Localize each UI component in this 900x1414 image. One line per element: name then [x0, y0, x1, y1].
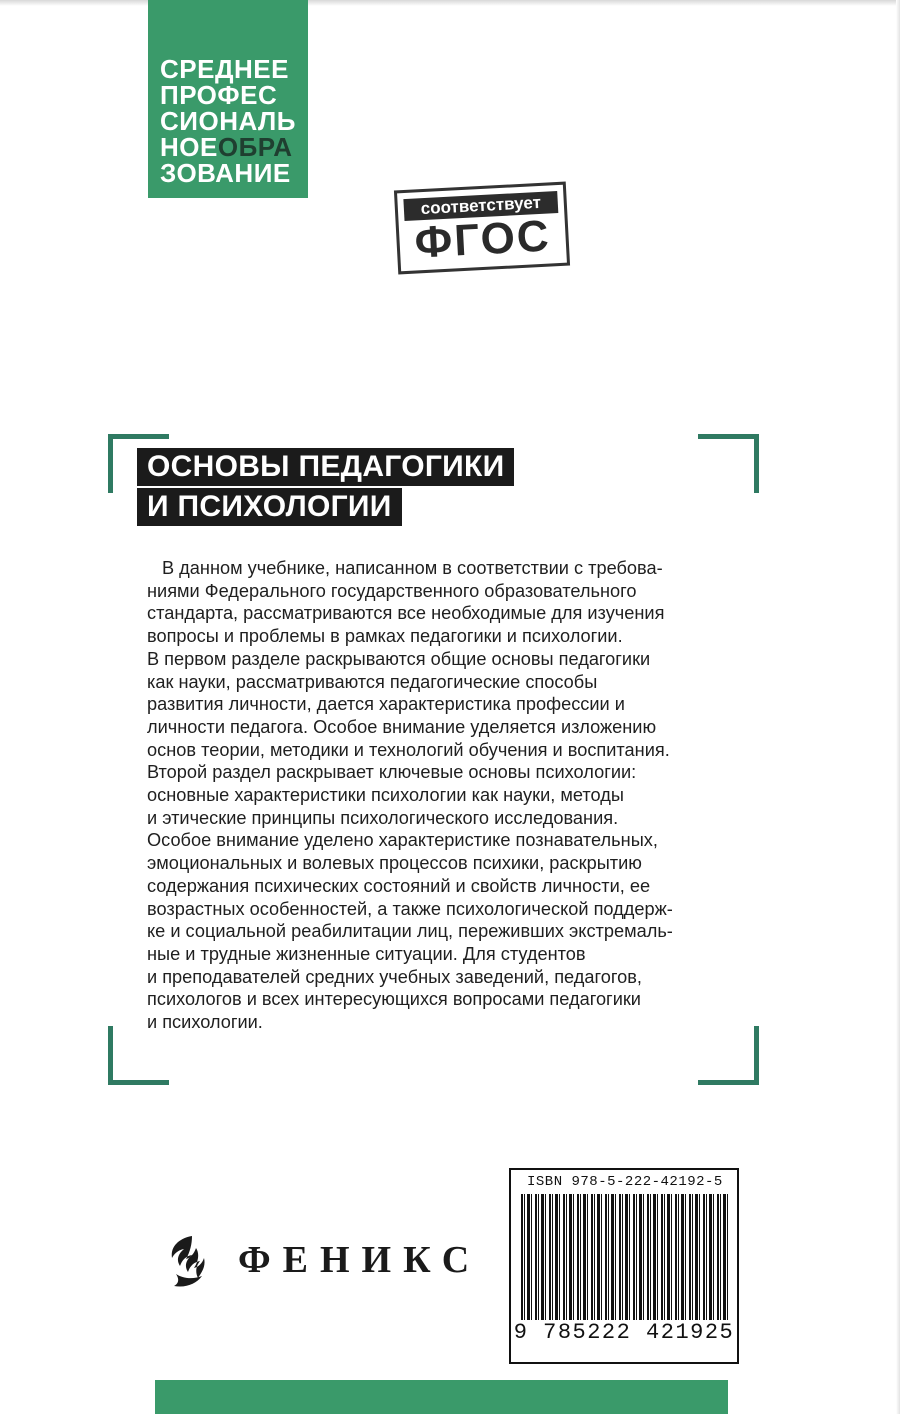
annotation-line: ке и социальной реабилитации лиц, переживших экстремаль- [147, 921, 673, 942]
annotation-line: развития личности, дается характеристика профессии и [147, 694, 625, 715]
frame-corner-bottom-right [698, 1026, 759, 1085]
annotation-line: вопросы и проблемы в рамках педагогики и психологии. [147, 626, 623, 647]
frame-corner-top-right [698, 434, 759, 493]
series-line-1-text: СРЕДНЕЕ [160, 54, 289, 84]
isbn-barcode [509, 1168, 739, 1364]
annotation-line: Второй раздел раскрывает ключевые основы психологии: [147, 762, 637, 783]
annotation-line: основные характеристики психологии как науки, методы [147, 785, 624, 806]
annotation-line: стандарта, рассматриваются все необходимые для изучения [147, 603, 665, 624]
publisher-name: ФЕНИКС [238, 1239, 482, 1281]
annotation-line: и преподавателей средних учебных заведений, педагогов, [147, 966, 642, 987]
stamp-main-text: ФГОС [413, 211, 552, 268]
annotation-line: возрастных особенностей, а также психологической поддерж- [147, 898, 673, 919]
series-line-1 [160, 56, 296, 82]
series-line-5-text: ЗОВАНИЕ [160, 158, 291, 188]
isbn-text: ISBN 978-5-222-42192-5 [527, 1174, 723, 1190]
annotation-line: как науки, рассматриваются педагогические способы [147, 671, 598, 692]
barcode-digits: 9 785222 421925 [513, 1320, 735, 1345]
stamp-top-text: соответствует [403, 191, 558, 221]
annotation-line: В первом разделе раскрываются общие основы педагогики [147, 648, 651, 669]
annotation-line: основ теории, методики и технологий обучения и воспитания. [147, 739, 670, 760]
book-title-line-1: ОСНОВЫ ПЕДАГОГИКИ [137, 448, 514, 486]
series-line-4-text: НОЕ [160, 132, 218, 162]
barcode-bars [521, 1194, 729, 1320]
publisher [152, 1232, 482, 1292]
book-title [137, 448, 514, 528]
series-line-3 [160, 108, 296, 134]
series-line-3-text: СИОНАЛЬ [160, 106, 296, 136]
cover-right-edge [896, 0, 900, 1414]
annotation-line: Особое внимание уделено характеристике познавательных, [147, 830, 658, 851]
frame-corner-bottom-left [108, 1026, 169, 1085]
series-line-4 [160, 134, 296, 160]
annotation-line: содержания психических состояний и свойств личности, ее [147, 875, 651, 896]
annotation-line: эмоциональных и волевых процессов психики, раскрытию [147, 853, 642, 874]
annotation-line: психологов и всех интересующихся вопросами педагогики [147, 989, 641, 1010]
phoenix-logo-icon [162, 1234, 214, 1292]
annotation-line: и психологии. [147, 1012, 263, 1033]
series-line-5 [160, 160, 296, 186]
annotation-line: личности педагога. Особое внимание уделяется изложению [147, 716, 657, 737]
book-annotation [147, 557, 777, 1034]
series-line-2-text: ПРОФЕС [160, 80, 278, 110]
series-line-2 [160, 82, 296, 108]
annotation-line: ниями Федерального государственного образовательного [147, 580, 637, 601]
annotation-line: В данном учебнике, написанном в соответствии с требова- [162, 558, 663, 578]
fgos-stamp [394, 182, 570, 275]
series-badge [148, 0, 308, 198]
cover-top-edge [0, 0, 900, 6]
series-line-4-dark-text: ОБРА [217, 132, 293, 162]
annotation-line: и этические принципы психологического исследования. [147, 807, 619, 828]
bottom-accent-bar [155, 1380, 728, 1414]
book-title-line-2: И ПСИХОЛОГИИ [137, 488, 402, 526]
series-badge-text [160, 56, 296, 186]
annotation-line: ные и трудные жизненные ситуации. Для студентов [147, 943, 586, 964]
